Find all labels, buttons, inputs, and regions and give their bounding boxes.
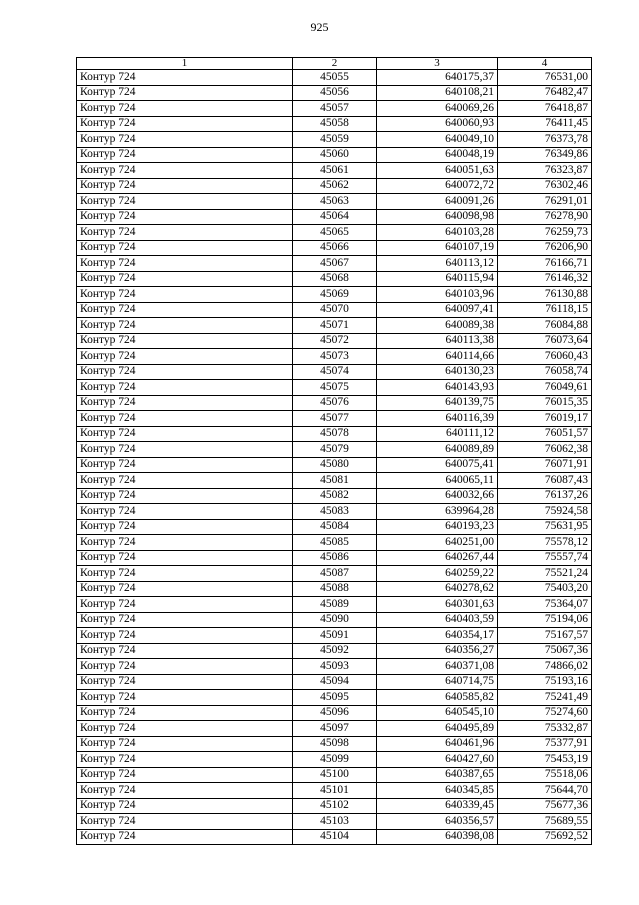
x-coordinate-cell: 640089,38 [377,318,498,334]
point-number-cell: 45096 [293,705,377,721]
contour-name-cell: Контур 724 [77,147,293,163]
y-coordinate-cell: 76073,64 [498,333,592,349]
y-coordinate-cell: 76302,46 [498,178,592,194]
y-coordinate-cell: 76146,32 [498,271,592,287]
header-cell-4: 4 [498,58,592,70]
y-coordinate-cell: 76411,45 [498,116,592,132]
contour-name-cell: Контур 724 [77,132,293,148]
table-row [77,364,592,380]
x-coordinate-cell: 640048,19 [377,147,498,163]
y-coordinate-cell: 75924,58 [498,504,592,520]
y-coordinate-cell: 75521,24 [498,566,592,582]
point-number-cell: 45067 [293,256,377,272]
x-coordinate-cell: 640371,08 [377,659,498,675]
contour-name-cell: Контур 724 [77,705,293,721]
point-number-cell: 45084 [293,519,377,535]
point-number-cell: 45087 [293,566,377,582]
contour-name-cell: Контур 724 [77,597,293,613]
contour-name-cell: Контур 724 [77,504,293,520]
header-cell-3: 3 [377,58,498,70]
table-row [77,721,592,737]
x-coordinate-cell: 640427,60 [377,752,498,768]
x-coordinate-cell: 640113,38 [377,333,498,349]
x-coordinate-cell: 640495,89 [377,721,498,737]
y-coordinate-cell: 74866,02 [498,659,592,675]
contour-name-cell: Контур 724 [77,240,293,256]
x-coordinate-cell: 639964,28 [377,504,498,520]
table-row [77,798,592,814]
point-number-cell: 45075 [293,380,377,396]
point-number-cell: 45103 [293,814,377,830]
table-row [77,705,592,721]
point-number-cell: 45104 [293,829,377,845]
x-coordinate-cell: 640387,65 [377,767,498,783]
x-coordinate-cell: 640075,41 [377,457,498,473]
y-coordinate-cell: 76060,43 [498,349,592,365]
x-coordinate-cell: 640193,23 [377,519,498,535]
point-number-cell: 45063 [293,194,377,210]
table-row [77,674,592,690]
header-cell-1: 1 [77,58,293,70]
table-body [77,70,592,845]
x-coordinate-cell: 640097,41 [377,302,498,318]
contour-name-cell: Контур 724 [77,194,293,210]
table-row [77,318,592,334]
x-coordinate-cell: 640069,26 [377,101,498,117]
y-coordinate-cell: 76071,91 [498,457,592,473]
x-coordinate-cell: 640251,00 [377,535,498,551]
table-row [77,240,592,256]
contour-name-cell: Контур 724 [77,209,293,225]
x-coordinate-cell: 640032,66 [377,488,498,504]
y-coordinate-cell: 75193,16 [498,674,592,690]
y-coordinate-cell: 75241,49 [498,690,592,706]
x-coordinate-cell: 640714,75 [377,674,498,690]
contour-name-cell: Контур 724 [77,550,293,566]
point-number-cell: 45055 [293,70,377,86]
contour-name-cell: Контур 724 [77,473,293,489]
x-coordinate-cell: 640103,28 [377,225,498,241]
table-row [77,457,592,473]
table-row [77,597,592,613]
contour-name-cell: Контур 724 [77,659,293,675]
x-coordinate-cell: 640354,17 [377,628,498,644]
table-row [77,659,592,675]
contour-name-cell: Контур 724 [77,116,293,132]
table-row [77,612,592,628]
x-coordinate-cell: 640111,12 [377,426,498,442]
table-row [77,814,592,830]
x-coordinate-cell: 640461,96 [377,736,498,752]
contour-name-cell: Контур 724 [77,457,293,473]
point-number-cell: 45093 [293,659,377,675]
contour-name-cell: Контур 724 [77,395,293,411]
table-row [77,256,592,272]
table-row [77,767,592,783]
table-row [77,628,592,644]
point-number-cell: 45099 [293,752,377,768]
x-coordinate-cell: 640049,10 [377,132,498,148]
x-coordinate-cell: 640356,27 [377,643,498,659]
table-row [77,209,592,225]
table-row [77,566,592,582]
contour-name-cell: Контур 724 [77,411,293,427]
point-number-cell: 45066 [293,240,377,256]
coordinates-table [76,57,592,845]
x-coordinate-cell: 640267,44 [377,550,498,566]
y-coordinate-cell: 76051,57 [498,426,592,442]
x-coordinate-cell: 640398,08 [377,829,498,845]
table-row [77,581,592,597]
x-coordinate-cell: 640139,75 [377,395,498,411]
x-coordinate-cell: 640072,72 [377,178,498,194]
x-coordinate-cell: 640089,89 [377,442,498,458]
table-row [77,550,592,566]
point-number-cell: 45097 [293,721,377,737]
y-coordinate-cell: 76137,26 [498,488,592,504]
y-coordinate-cell: 75377,91 [498,736,592,752]
y-coordinate-cell: 76349,86 [498,147,592,163]
table-row [77,380,592,396]
point-number-cell: 45082 [293,488,377,504]
y-coordinate-cell: 76087,43 [498,473,592,489]
contour-name-cell: Контур 724 [77,674,293,690]
contour-name-cell: Контур 724 [77,612,293,628]
y-coordinate-cell: 75274,60 [498,705,592,721]
table-row [77,333,592,349]
contour-name-cell: Контур 724 [77,829,293,845]
x-coordinate-cell: 640301,63 [377,597,498,613]
y-coordinate-cell: 76206,90 [498,240,592,256]
y-coordinate-cell: 75403,20 [498,581,592,597]
y-coordinate-cell: 76015,35 [498,395,592,411]
y-coordinate-cell: 76373,78 [498,132,592,148]
table-row [77,132,592,148]
point-number-cell: 45090 [293,612,377,628]
table-row [77,535,592,551]
table-header [77,58,592,70]
x-coordinate-cell: 640116,39 [377,411,498,427]
table-row [77,643,592,659]
x-coordinate-cell: 640175,37 [377,70,498,86]
point-number-cell: 45074 [293,364,377,380]
table-row [77,349,592,365]
x-coordinate-cell: 640345,85 [377,783,498,799]
y-coordinate-cell: 76278,90 [498,209,592,225]
contour-name-cell: Контур 724 [77,349,293,365]
table-row [77,163,592,179]
point-number-cell: 45056 [293,85,377,101]
contour-name-cell: Контур 724 [77,364,293,380]
contour-name-cell: Контур 724 [77,566,293,582]
contour-name-cell: Контур 724 [77,814,293,830]
y-coordinate-cell: 76259,73 [498,225,592,241]
x-coordinate-cell: 640051,63 [377,163,498,179]
x-coordinate-cell: 640114,66 [377,349,498,365]
contour-name-cell: Контур 724 [77,380,293,396]
contour-name-cell: Контур 724 [77,628,293,644]
contour-name-cell: Контур 724 [77,70,293,86]
point-number-cell: 45098 [293,736,377,752]
point-number-cell: 45073 [293,349,377,365]
point-number-cell: 45080 [293,457,377,473]
x-coordinate-cell: 640130,23 [377,364,498,380]
point-number-cell: 45094 [293,674,377,690]
point-number-cell: 45072 [293,333,377,349]
x-coordinate-cell: 640103,96 [377,287,498,303]
contour-name-cell: Контур 724 [77,287,293,303]
table-row [77,147,592,163]
point-number-cell: 45091 [293,628,377,644]
point-number-cell: 45076 [293,395,377,411]
contour-name-cell: Контур 724 [77,643,293,659]
x-coordinate-cell: 640065,11 [377,473,498,489]
x-coordinate-cell: 640585,82 [377,690,498,706]
x-coordinate-cell: 640060,93 [377,116,498,132]
contour-name-cell: Контур 724 [77,752,293,768]
contour-name-cell: Контур 724 [77,85,293,101]
point-number-cell: 45101 [293,783,377,799]
contour-name-cell: Контур 724 [77,736,293,752]
page-number: 925 [310,20,329,34]
table-row [77,690,592,706]
x-coordinate-cell: 640339,45 [377,798,498,814]
point-number-cell: 45060 [293,147,377,163]
contour-name-cell: Контур 724 [77,163,293,179]
contour-name-cell: Контур 724 [77,690,293,706]
header-row [77,58,592,70]
point-number-cell: 45059 [293,132,377,148]
point-number-cell: 45100 [293,767,377,783]
y-coordinate-cell: 75631,95 [498,519,592,535]
table-row [77,829,592,845]
y-coordinate-cell: 76049,61 [498,380,592,396]
y-coordinate-cell: 76019,17 [498,411,592,427]
table-row [77,116,592,132]
contour-name-cell: Контур 724 [77,442,293,458]
table-row [77,783,592,799]
table-row [77,287,592,303]
y-coordinate-cell: 75518,06 [498,767,592,783]
point-number-cell: 45086 [293,550,377,566]
point-number-cell: 45058 [293,116,377,132]
point-number-cell: 45061 [293,163,377,179]
contour-name-cell: Контур 724 [77,783,293,799]
table-row [77,395,592,411]
point-number-cell: 45089 [293,597,377,613]
point-number-cell: 45083 [293,504,377,520]
table-row [77,519,592,535]
point-number-cell: 45088 [293,581,377,597]
y-coordinate-cell: 75644,70 [498,783,592,799]
table-row [77,178,592,194]
contour-name-cell: Контур 724 [77,519,293,535]
point-number-cell: 45092 [293,643,377,659]
contour-name-cell: Контур 724 [77,225,293,241]
point-number-cell: 45081 [293,473,377,489]
y-coordinate-cell: 76166,71 [498,256,592,272]
contour-name-cell: Контур 724 [77,333,293,349]
point-number-cell: 45102 [293,798,377,814]
point-number-cell: 45095 [293,690,377,706]
table-row [77,101,592,117]
contour-name-cell: Контур 724 [77,535,293,551]
x-coordinate-cell: 640259,22 [377,566,498,582]
table-row [77,473,592,489]
table-row [77,411,592,427]
table-row [77,488,592,504]
x-coordinate-cell: 640108,21 [377,85,498,101]
contour-name-cell: Контур 724 [77,488,293,504]
contour-name-cell: Контур 724 [77,721,293,737]
point-number-cell: 45085 [293,535,377,551]
x-coordinate-cell: 640098,98 [377,209,498,225]
y-coordinate-cell: 75677,36 [498,798,592,814]
y-coordinate-cell: 76323,87 [498,163,592,179]
y-coordinate-cell: 75578,12 [498,535,592,551]
y-coordinate-cell: 76482,47 [498,85,592,101]
table-row [77,225,592,241]
point-number-cell: 45079 [293,442,377,458]
point-number-cell: 45065 [293,225,377,241]
table-row [77,426,592,442]
table-row [77,736,592,752]
point-number-cell: 45062 [293,178,377,194]
point-number-cell: 45077 [293,411,377,427]
y-coordinate-cell: 75067,36 [498,643,592,659]
contour-name-cell: Контур 724 [77,767,293,783]
point-number-cell: 45068 [293,271,377,287]
y-coordinate-cell: 75194,06 [498,612,592,628]
x-coordinate-cell: 640545,10 [377,705,498,721]
contour-name-cell: Контур 724 [77,426,293,442]
contour-name-cell: Контур 724 [77,271,293,287]
y-coordinate-cell: 76418,87 [498,101,592,117]
table-row [77,85,592,101]
x-coordinate-cell: 640356,57 [377,814,498,830]
contour-name-cell: Контур 724 [77,302,293,318]
point-number-cell: 45078 [293,426,377,442]
y-coordinate-cell: 76084,88 [498,318,592,334]
x-coordinate-cell: 640278,62 [377,581,498,597]
y-coordinate-cell: 75364,07 [498,597,592,613]
x-coordinate-cell: 640091,26 [377,194,498,210]
x-coordinate-cell: 640113,12 [377,256,498,272]
x-coordinate-cell: 640403,59 [377,612,498,628]
table-row [77,752,592,768]
y-coordinate-cell: 75689,55 [498,814,592,830]
contour-name-cell: Контур 724 [77,798,293,814]
table-row [77,302,592,318]
table-row [77,194,592,210]
y-coordinate-cell: 75332,87 [498,721,592,737]
contour-name-cell: Контур 724 [77,101,293,117]
point-number-cell: 45070 [293,302,377,318]
contour-name-cell: Контур 724 [77,581,293,597]
table-row [77,504,592,520]
x-coordinate-cell: 640143,93 [377,380,498,396]
y-coordinate-cell: 76062,38 [498,442,592,458]
x-coordinate-cell: 640115,94 [377,271,498,287]
y-coordinate-cell: 76130,88 [498,287,592,303]
contour-name-cell: Контур 724 [77,318,293,334]
y-coordinate-cell: 76118,15 [498,302,592,318]
y-coordinate-cell: 75167,57 [498,628,592,644]
point-number-cell: 45069 [293,287,377,303]
point-number-cell: 45071 [293,318,377,334]
table-row [77,70,592,86]
y-coordinate-cell: 75692,52 [498,829,592,845]
contour-name-cell: Контур 724 [77,256,293,272]
y-coordinate-cell: 75557,74 [498,550,592,566]
y-coordinate-cell: 76531,00 [498,70,592,86]
y-coordinate-cell: 76058,74 [498,364,592,380]
y-coordinate-cell: 75453,19 [498,752,592,768]
table-row [77,442,592,458]
x-coordinate-cell: 640107,19 [377,240,498,256]
point-number-cell: 45064 [293,209,377,225]
header-cell-2: 2 [293,58,377,70]
point-number-cell: 45057 [293,101,377,117]
y-coordinate-cell: 76291,01 [498,194,592,210]
table-row [77,271,592,287]
contour-name-cell: Контур 724 [77,178,293,194]
